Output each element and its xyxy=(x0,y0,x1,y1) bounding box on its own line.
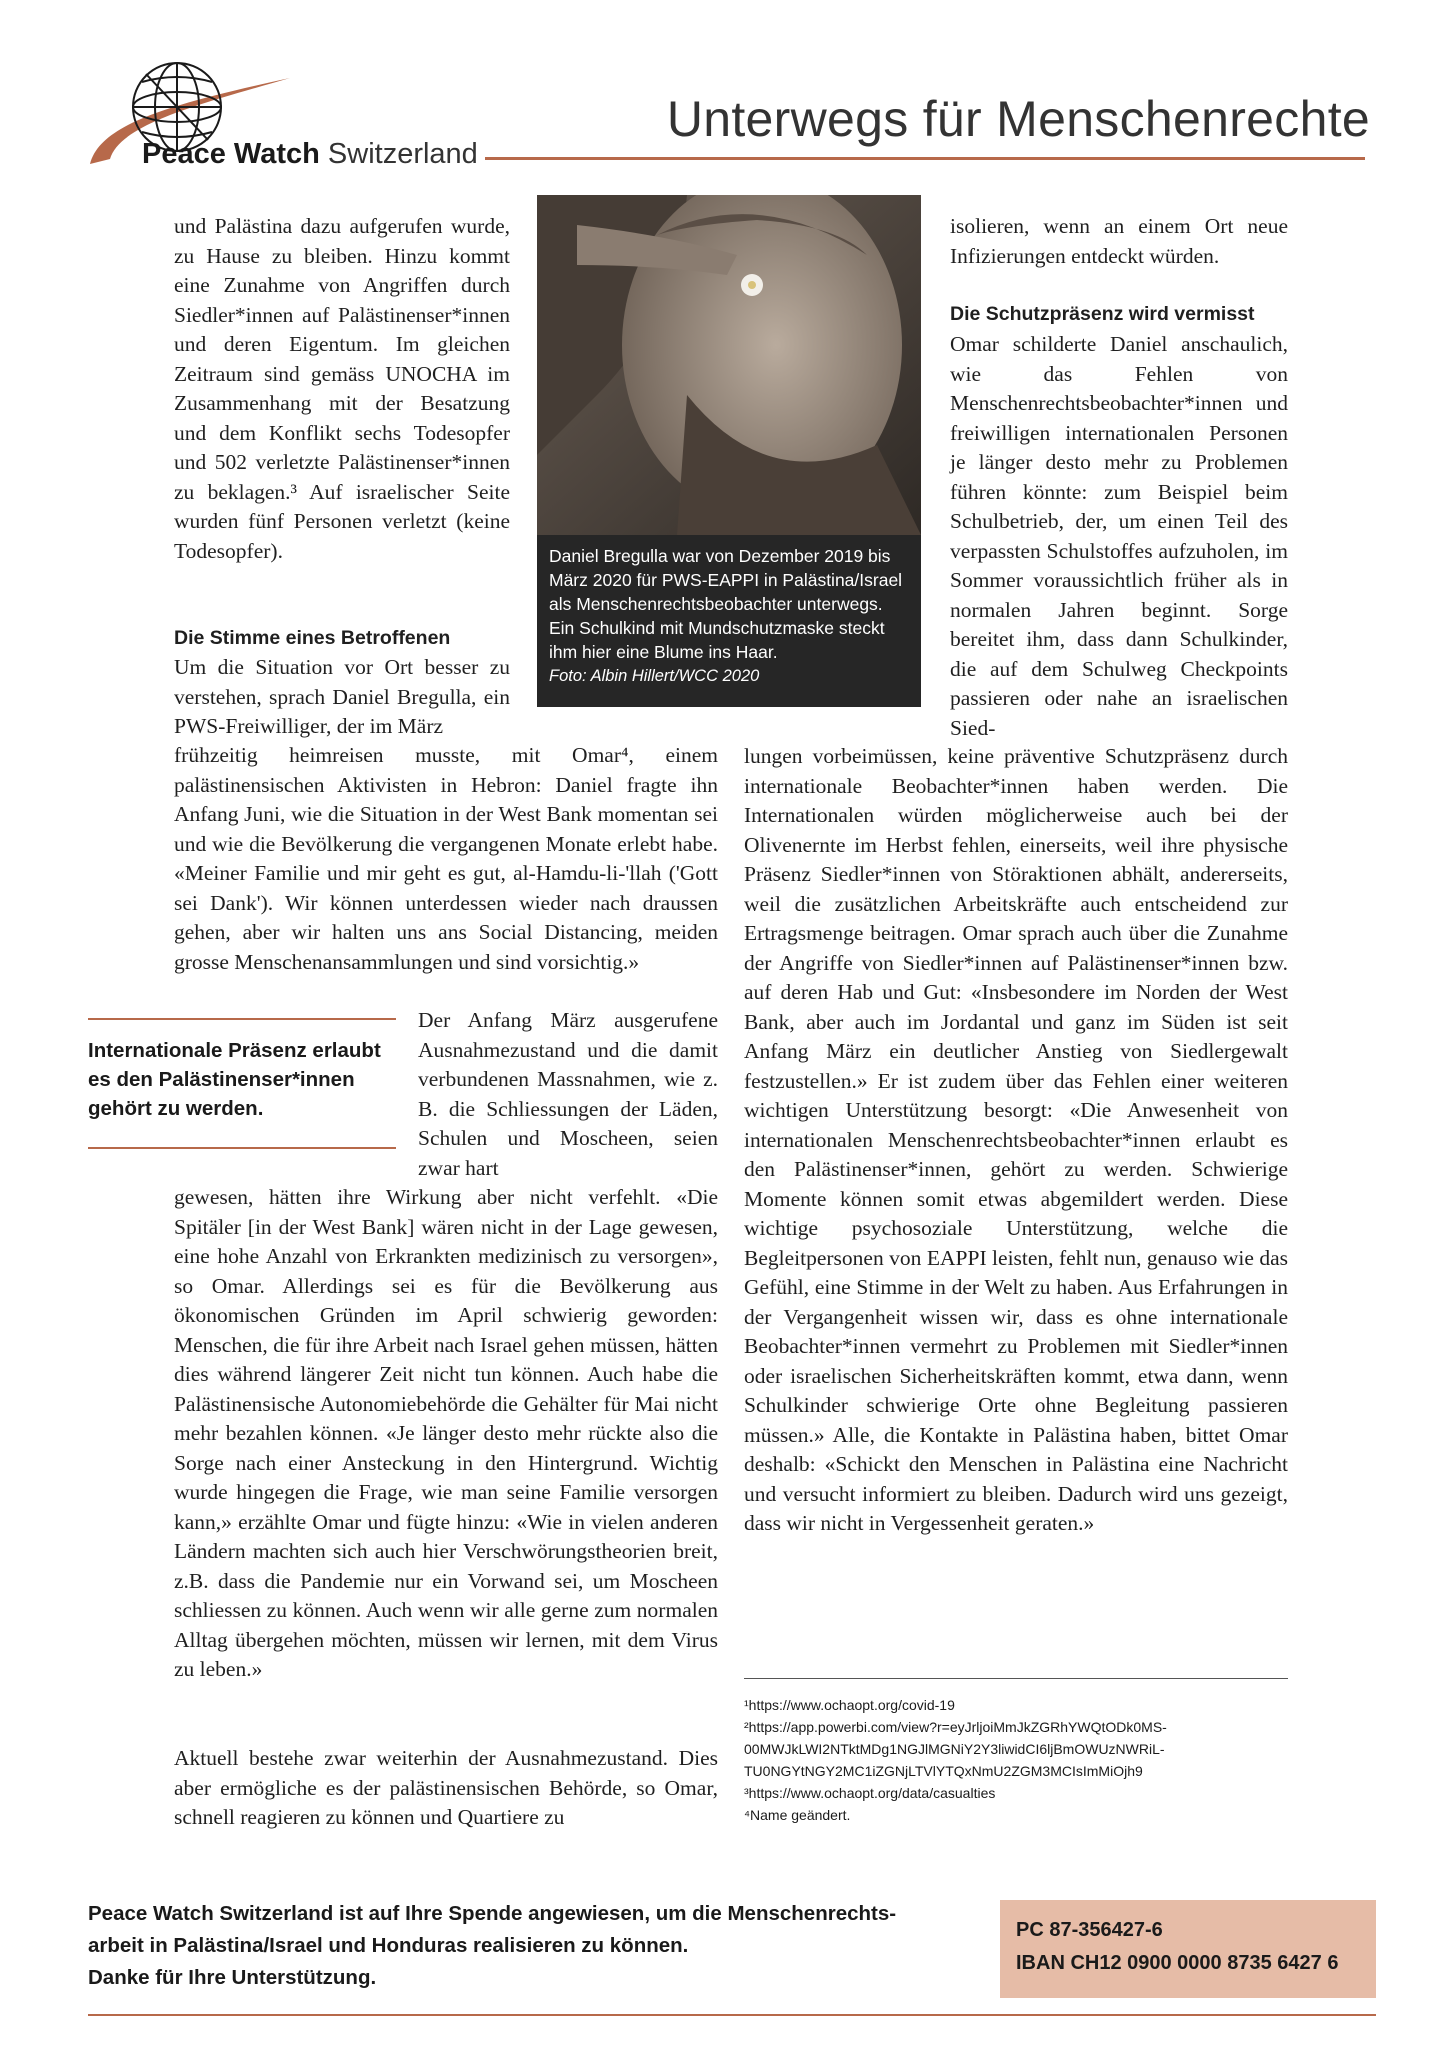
photo-volunteer xyxy=(537,195,921,535)
caption-text: Daniel Bregulla war von Dezember 2019 bis März 2020 für PWS-EAPPI in Palästina/Israel als Menschenrechtsbeobachter unterwegs. Ein Schulkind mit Mundschutzmaske steckt ihm hier eine Blume ins Haar. xyxy=(549,546,903,662)
col1-top-text xyxy=(174,212,510,566)
subheading-voice: Die Stimme eines Betroffenen xyxy=(174,627,451,649)
footnote-1: ¹https://www.ochaopt.org/covid-19 xyxy=(744,1697,955,1713)
col2-wide-text xyxy=(744,742,1288,1539)
paragraph: Aktuell bestehe zwar weiterhin der Ausnahmezustand. Dies aber ermögliche es der palästinensischen Behörde, so Omar, schnell reagieren zu können und Quartiere zu xyxy=(174,1746,718,1829)
footnote-4: ⁴Name geändert. xyxy=(744,1807,851,1823)
photo-image xyxy=(537,195,921,535)
paragraph: lungen vorbeimüssen, keine präventive Schutzpräsenz durch internationale Beobachter*innen haben werden. Die Internationalen würden möglicherweise auch bei der Olivenernte im Herbst fehlen, einerseits, weil ihre physische Präsenz Siedler*innen von Störaktionen abhält, andererseits, weil die zusätzlichen Arbeitskräfte auch entscheidend zur Ertragsmenge beitragen. Omar sprach auch über die Zunahme der Angriffe von Siedler*innen auf Palästinenser*innen bzw. auf deren Hab und Gut: «Insbesondere im Norden der West Bank, aber auch im Jordantal und ganz im Süden ist seit Anfang März ein deutlicher Anstieg von Siedlergewalt festzustellen.» Er ist zudem über das Fehlen einer weiteren wichtigen Unterstützung besorgt: «Die Anwesenheit von internationalen Menschenrechtsbeobachter*innen erlaubt es den Palästinenser*innen, gehört zu werden. Schwierige Momente können somit etwas abgemildert werden. Diese wichtige psychosoziale Unterstützung, welche die Begleitpersonen von EAPPI leisten, fehlt nun, genauso wie das Gefühl, eine Stimme in der Welt zu haben. Aus Erfahrungen in der Vergangenheit wissen wir, dass es ohne internationale Beobachter*innen vermehrt zu Problemen mit Siedler*innen oder israelischen Sicherheitskräften kommt, etwa dann, wenn Schulkinder schwierige Orte ohne Begleitung passieren müssen.» Alle, die Kontakte in Palästina haben, bittet Omar deshalb: «Schickt den Menschen in Palästina eine Nachricht und versucht informiert zu bleiben. Dadurch wird uns gezeigt, dass wir nicht in Vergessenheit geraten.» xyxy=(744,744,1288,1535)
footnote-rule xyxy=(744,1678,1288,1679)
donation-line-1: Peace Watch Switzerland ist auf Ihre Spende angewiesen, um die Menschenrechts- xyxy=(88,1902,897,1925)
iban: IBAN CH12 0900 0000 8735 6427 6 xyxy=(1016,1952,1339,1974)
col1-sub1-text xyxy=(174,653,510,742)
pull-quote: Internationale Präsenz erlaubt es den Palästinenser*innen gehört zu werden. xyxy=(88,1039,381,1120)
paragraph: isolieren, wenn an einem Ort neue Infizierungen entdeckt würden. xyxy=(950,214,1288,268)
col1-narrow-text xyxy=(418,1006,718,1183)
paragraph: Omar schilderte Daniel anschaulich, wie das Fehlen von Menschenrechtsbeobachter*innen und freiwilligen internationalen Personen je länger desto mehr zu Problemen führen könnte: zum Beispiel beim Schulbetrieb, der, um einen Teil des verpassten Schulstoffes aufzuholen, im Sommer voraussichtlich früher als in normalen Jahren beginnt. Sorge bereitet ihm, dass dann Schulkinder, die auf dem Schulweg Checkpoints passieren oder nahe an israelischen Sied- xyxy=(950,332,1288,740)
pull-quote-rule-top xyxy=(88,1018,396,1020)
footnote-2-cont: TU0NGYtNGY2MC1iZGNjLTVlYTQxNmU2ZGM3MCIsImMiOjh9 xyxy=(744,1763,1143,1779)
donation-line-2: arbeit in Palästina/Israel und Honduras realisieren zu können. xyxy=(88,1934,689,1957)
photo-credit: Foto: Albin Hillert/WCC 2020 xyxy=(549,667,760,685)
header-rule xyxy=(485,157,1365,160)
col2-top-text xyxy=(950,212,1288,271)
brand-name xyxy=(142,138,478,171)
paragraph: Der Anfang März ausgerufene Ausnahmezustand und die damit verbundenen Massnahmen, wie z. B. die Schliessungen der Läden, Schulen und Moscheen, seien zwar hart xyxy=(418,1008,718,1180)
bank-details-box xyxy=(1000,1900,1376,1998)
photo-caption xyxy=(537,535,921,707)
postal-account: PC 87-356427-6 xyxy=(1016,1919,1163,1941)
paragraph: gewesen, hätten ihre Wirkung aber nicht verfehlt. «Die Spitäler [in der West Bank] wären nicht in der Lage gewesen, eine hohe Anzahl von Erkrankten medizinisch zu versorgen», so Omar. Allerdings sei es für die Bevölkerung aus ökonomischen Gründen im April schwierig geworden: Menschen, die für ihre Arbeit nach Israel gehen müssen, hätten dies während längerer Zeit nicht tun können. Auch habe die Palästinensische Autonomiebehörde die Gehälter für Mai nicht mehr bezahlen können. «Je länger desto mehr rückte also die Sorge nach einer Ansteckung in den Hintergrund. Wichtig wurde hingegen die Frage, wie man seine Familie versorgen kann,» erzählte Omar und fügte hinzu: «Wie in vielen anderen Ländern machten sich auch hier Verschwörungstheorien breit, z.B. dass die Pandemie nur ein Vorwand sei, um Moscheen schliessen zu können. Auch wenn wir alle gerne zum normalen Alltag übergehen möchten, müssen wir lernen, mit dem Virus zu leben.» xyxy=(174,1185,718,1681)
paragraph: und Palästina dazu aufgerufen wurde, zu Hause zu bleiben. Hinzu kommt eine Zunahme von Angriffen durch Siedler*innen auf Palästinenser*innen und deren Eigentum. Im gleichen Zeitraum sind gemäss UNOCHA im Zusammenhang mit der Besatzung und dem Konflikt sechs Todesopfer und 502 verletzte Palästinenser*innen zu beklagen.³ Auf israelischer Seite wurden fünf Personen verletzt (keine Todesopfer). xyxy=(174,214,510,563)
donation-line-3: Danke für Ihre Unterstützung. xyxy=(88,1966,377,1989)
col1-last-text xyxy=(174,1744,718,1833)
col1-wide-text xyxy=(174,741,718,977)
footnote-3: ³https://www.ochaopt.org/data/casualties xyxy=(744,1785,996,1801)
col2-sub2-text xyxy=(950,330,1288,743)
footnote-2: ²https://app.powerbi.com/view?r=eyJrljoiMmJkZGRhYWQtODk0MS- xyxy=(744,1719,1167,1735)
paragraph: Um die Situation vor Ort besser zu verstehen, sprach Daniel Bregulla, ein PWS-Freiwilliger, der im März xyxy=(174,655,510,738)
paragraph: frühzeitig heimreisen musste, mit Omar⁴, einem palästinensischen Aktivisten in Hebron: Daniel fragte ihn Anfang Juni, wie die Situation in der West Bank momentan sei und wie die Bevölkerung die vergangenen Monate erlebt habe. «Meiner Familie und mir geht es gut, al-Hamdu-li-'llah ('Gott sei Dank'). Wir können unterdessen wieder nach draussen gehen, aber wir halten uns ans Social Distancing, meiden grosse Menschenansammlungen und sind vorsichtig.» xyxy=(174,743,718,974)
footnotes xyxy=(744,1694,1304,1826)
subheading-protection: Die Schutzpräsenz wird vermisst xyxy=(950,303,1255,325)
footnote-2-cont: 00MWJkLWI2NTktMDg1NGJlMGNiY2Y3liwidCI6ljBmOWUzNWRiL- xyxy=(744,1741,1165,1757)
donation-appeal xyxy=(88,1898,1008,1994)
brand-bold: Peace Watch xyxy=(142,138,320,170)
brand-light: Switzerland xyxy=(327,138,478,170)
footer-rule xyxy=(88,2014,1376,2016)
page-headline: Unterwegs für Menschenrechte xyxy=(666,91,1370,147)
col1-bottom-text xyxy=(174,1183,718,1685)
pull-quote-rule-bottom xyxy=(88,1147,396,1149)
